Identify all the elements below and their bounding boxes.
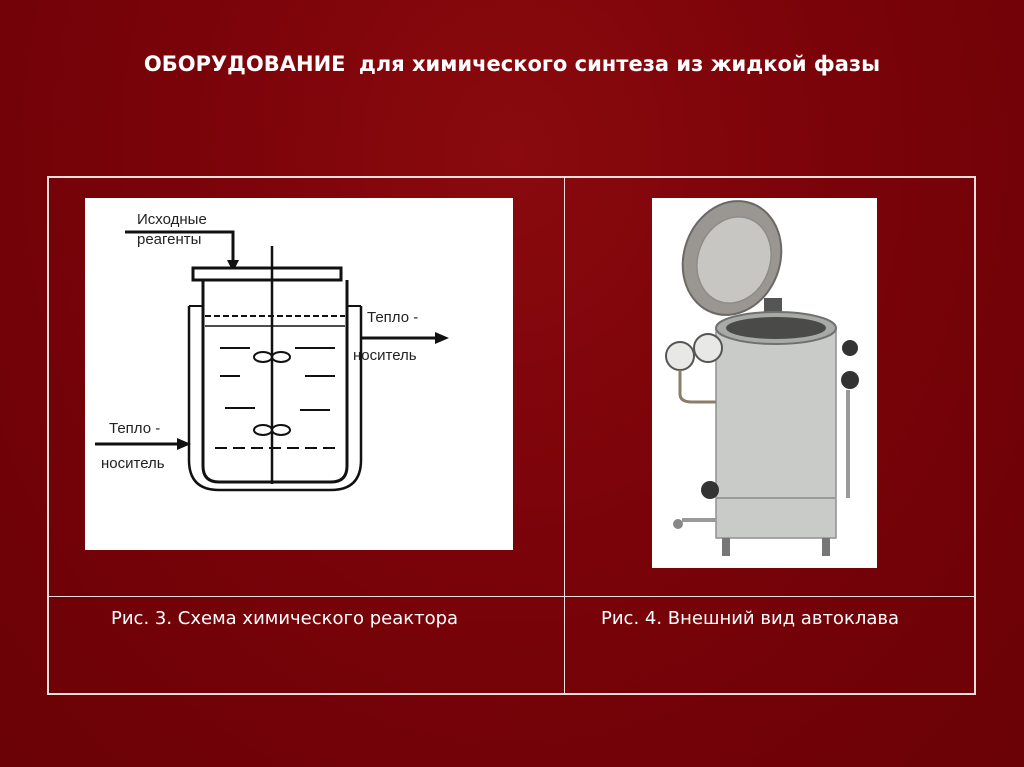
reactor-scheme <box>85 198 513 550</box>
out-label-2: носитель <box>353 347 417 364</box>
inlet-label-2: реагенты <box>137 231 202 248</box>
leg <box>722 538 730 556</box>
title-strong: ОБОРУДОВАНИЕ <box>143 52 346 76</box>
outlet-arrow-head <box>435 332 449 344</box>
in-label-2: носитель <box>101 455 165 472</box>
reactor-scheme-drawing <box>85 198 513 550</box>
autoclave-drawing <box>652 198 877 568</box>
thermometer-gauge-icon <box>694 334 722 362</box>
valve-knob-icon <box>842 340 858 356</box>
leg <box>822 538 830 556</box>
table-divider-horizontal <box>49 596 974 597</box>
gauge-pipe <box>680 370 716 402</box>
slide-title <box>0 52 1024 76</box>
table-divider-vertical <box>564 178 565 693</box>
drain-valve-icon <box>701 481 719 499</box>
pressure-gauge-icon <box>666 342 694 370</box>
figure-table <box>47 176 976 695</box>
title-rest: для химического синтеза из жидкой фазы <box>358 52 881 76</box>
impeller-blade <box>272 352 290 362</box>
reactor-lid <box>193 268 341 280</box>
out-label-1: Тепло - <box>367 309 419 326</box>
drain-handle-icon <box>673 519 683 529</box>
in-label-1: Тепло - <box>109 420 161 437</box>
impeller-blade <box>254 425 272 435</box>
autoclave-photo <box>652 198 877 568</box>
vessel-outer <box>203 280 347 482</box>
caption-autoclave: Рис. 4. Внешний вид автоклава <box>601 608 899 629</box>
impeller-blade <box>272 425 290 435</box>
caption-reactor: Рис. 3. Схема химического реактора <box>111 608 459 629</box>
autoclave-opening <box>726 317 826 339</box>
autoclave-body <box>716 328 836 538</box>
valve-knob-icon <box>841 371 859 389</box>
impeller-blade <box>254 352 272 362</box>
inlet-label-1: Исходные <box>137 211 207 228</box>
vessel-jacket <box>189 306 361 490</box>
